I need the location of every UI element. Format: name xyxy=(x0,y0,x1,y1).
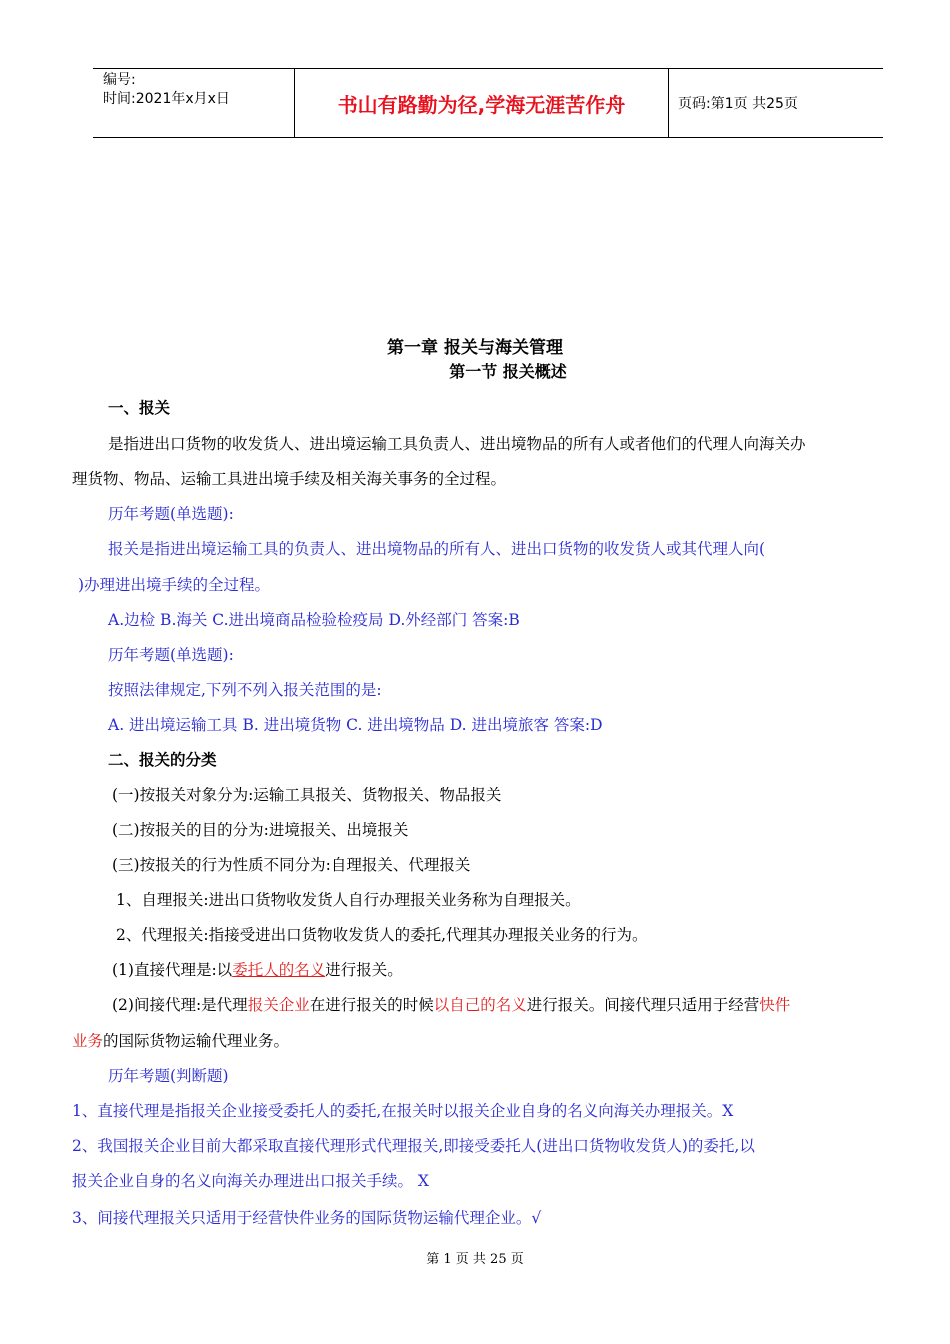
paragraph-line: 是指进出口货物的收发货人、进出境运输工具负责人、进出境物品的所有人或者他们的代理人向海关办 xyxy=(108,435,806,453)
text-run: (1)直接代理是:以 xyxy=(112,961,233,979)
class-item: 1、自理报关:进出口货物收发货人自行办理报关业务称为自理报关。 xyxy=(116,891,581,909)
text-run: 进行报关。间接代理只适用于经营 xyxy=(526,996,760,1014)
header-page-info: 页码:第1页 共25页 xyxy=(678,96,798,112)
exam-label: 历年考题(判断题) xyxy=(108,1067,229,1085)
time-label: 时间:2021年x月x日 xyxy=(103,91,230,107)
exam-label: 历年考题(单选题): xyxy=(108,505,234,523)
chapter-title: 第一章 报关与海关管理 xyxy=(387,338,563,358)
class-item: (三)按报关的行为性质不同分为:自理报关、代理报关 xyxy=(112,856,471,874)
judgment-item: 2、我国报关企业目前大都采取直接代理形式代理报关,即接受委托人(进出口货物收发货人)的委托,以 xyxy=(72,1137,755,1155)
header-divider xyxy=(668,69,669,137)
header-table xyxy=(93,68,883,138)
exam-question: 报关是指进出境运输工具的负责人、进出境物品的所有人、进出口货物的收发货人或其代理人向( xyxy=(108,540,766,558)
text-run: 的国际货物运输代理业务。 xyxy=(103,1032,290,1050)
highlight-run: 以自己的名义 xyxy=(433,996,527,1014)
text-run: (2)间接代理:是代理 xyxy=(112,996,248,1014)
class-item: (一)按报关对象分为:运输工具报关、货物报关、物品报关 xyxy=(112,786,502,804)
exam-options: A.边检 B.海关 C.进出境商品检验检疫局 D.外经部门 答案:B xyxy=(108,611,520,629)
judgment-item: 1、直接代理是指报关企业接受委托人的委托,在报关时以报关企业自身的名义向海关办理报关。X xyxy=(72,1102,734,1120)
direct-agency xyxy=(112,958,947,980)
header-meta xyxy=(103,71,230,109)
text-run: 进行报关。 xyxy=(325,961,403,979)
class-item: (二)按报关的目的分为:进境报关、出境报关 xyxy=(112,821,409,839)
highlight-run: 报关企业 xyxy=(247,996,310,1014)
highlight-run: 委托人的名义 xyxy=(232,961,326,979)
exam-question: )办理进出境手续的全过程。 xyxy=(78,576,271,594)
indirect-agency xyxy=(112,993,947,1015)
highlight-run: 业务 xyxy=(72,1032,104,1050)
serial-label: 编号: xyxy=(103,72,136,88)
text-run: 在进行报关的时候 xyxy=(309,996,434,1014)
header-motto: 书山有路勤为径,学海无涯苦作舟 xyxy=(337,92,626,117)
heading-baoguan: 一、报关 xyxy=(108,399,171,417)
judgment-item: 3、间接代理报关只适用于经营快件业务的国际货物运输代理企业。√ xyxy=(72,1209,542,1227)
page-footer: 第 1 页 共 25 页 xyxy=(426,1252,524,1267)
class-item: 2、代理报关:指接受进出口货物收发货人的委托,代理其办理报关业务的行为。 xyxy=(116,926,648,944)
exam-label: 历年考题(单选题): xyxy=(108,646,234,664)
indirect-agency-cont xyxy=(72,1029,907,1051)
heading-classification: 二、报关的分类 xyxy=(108,751,217,769)
highlight-run: 快件 xyxy=(759,996,791,1014)
judgment-item: 报关企业自身的名义向海关办理进出口报关手续。 X xyxy=(72,1172,429,1190)
section-title: 第一节 报关概述 xyxy=(449,362,567,381)
exam-options: A. 进出境运输工具 B. 进出境货物 C. 进出境物品 D. 进出境旅客 答案:D xyxy=(108,716,603,734)
paragraph-line: 理货物、物品、运输工具进出境手续及相关海关事务的全过程。 xyxy=(72,470,507,488)
exam-question: 按照法律规定,下列不列入报关范围的是: xyxy=(108,681,382,699)
